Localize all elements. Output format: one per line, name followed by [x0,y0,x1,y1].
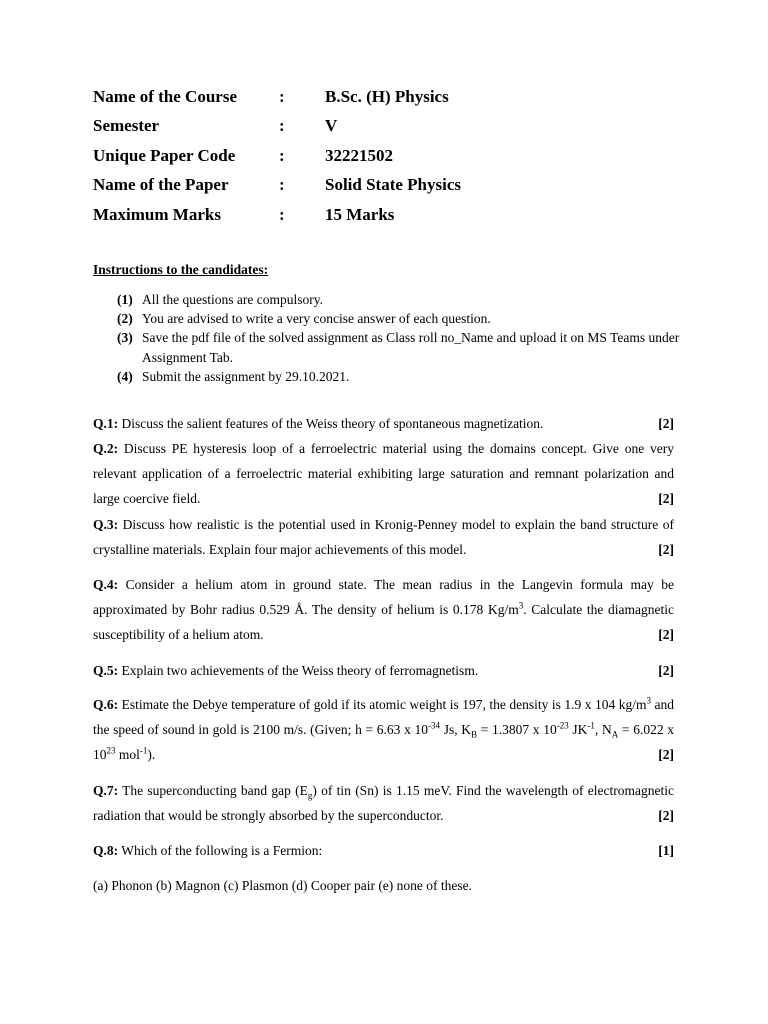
question-number: Q.5: [93,663,119,678]
question-1 [93,411,674,436]
superscript: 3 [518,600,524,611]
question-marks: [2] [658,747,674,762]
instruction-text: Save the pdf file of the solved assignment as Class roll no_Name and upload it on MS Teams under Assignment Tab. [142,330,680,365]
question-number: Q.1: [93,416,119,431]
question-3 [93,512,674,562]
question-text: Discuss the salient features of the Weiss theory of spontaneous magnetization. [121,416,544,431]
superscript: 23 [106,745,116,756]
instruction-item [117,290,687,310]
question-text: ) of tin (Sn) is 1.15 meV. Find the wavelength of electromagnetic radiation that would be strongly absorbed by the superconductor. [93,783,674,823]
question-number: Q.4: [93,577,119,592]
header-colon: : [279,87,285,106]
question-number: Q.2: [93,441,119,456]
header-colon: : [279,146,285,165]
header-colon: : [279,205,285,224]
question-number: Q.6: [93,697,119,712]
superscript: -34 [428,720,441,731]
instruction-number: (3) [117,330,133,345]
instructions-title: Instructions to the candidates: [93,262,269,277]
instruction-number: (2) [117,311,133,326]
question-text: Consider a helium atom in ground state. The mean radius in the Langevin formula may be approximated by Bohr radius 0.529 Å. The density of helium is 0.178 Kg/m [93,577,674,617]
question-5 [93,658,674,683]
question-text: = 1.3807 x 10 [477,722,557,737]
question-text: = 6.022 x 10 [93,722,674,762]
superscript: 3 [646,695,651,706]
question-marks: [2] [658,663,674,678]
header-label: Name of the Course [93,87,237,106]
question-marks: [2] [658,542,674,557]
subscript: A [611,729,619,740]
question-text: ). [147,747,156,762]
question-marks: [2] [658,416,674,431]
superscript: -23 [556,720,569,731]
header-colon: : [279,175,285,194]
instruction-text: All the questions are compulsory. [142,292,323,307]
header-value: Solid State Physics [325,175,462,194]
header-value: 15 Marks [325,205,395,224]
instruction-text: Submit the assignment by 29.10.2021. [142,369,350,384]
question-text: Discuss how realistic is the potential used in Kronig-Penney model to explain the band structure of crystalline materials. Explain four major achievements of this model. [93,517,674,557]
superscript: -1 [587,720,595,731]
question-2 [93,436,674,511]
header-label: Unique Paper Code [93,146,236,165]
instruction-item [117,309,687,329]
superscript: -1 [139,745,148,756]
question-8 [93,838,674,863]
question-number: Q.7: [93,783,119,798]
question-text: Js, K [440,722,472,737]
question-text: Explain two achievements of the Weiss theory of ferromagnetism. [121,663,479,678]
question-marks: [2] [658,491,674,506]
header-label: Semester [93,116,160,135]
question-text: , N [594,722,612,737]
subscript: B [471,729,478,740]
header-label: Maximum Marks [93,205,221,224]
question-text: The superconducting band gap (E [122,783,308,798]
question-text: Discuss PE hysteresis loop of a ferroelectric material using the domains concept. Give one very relevant application of a ferroelectric material exhibiting large saturation and remnant polarization and large coercive field. [93,441,674,506]
question-text: Which of the following is a Fermion: [121,843,323,858]
question-text: mol [115,747,140,762]
header-value: 32221502 [325,146,393,165]
question-6 [93,692,674,767]
question-text: and the speed of sound in gold is 2100 m/s. (Given; h = 6.63 x 10 [93,697,674,737]
question-4 [93,572,674,647]
question-number: Q.8: [93,843,119,858]
question-8-options: (a) Phonon (b) Magnon (c) Plasmon (d) Cooper pair (e) none of these. [93,878,473,893]
header-value: B.Sc. (H) Physics [325,87,449,106]
question-7 [93,778,674,828]
instruction-text: You are advised to write a very concise answer of each question. [142,311,491,326]
subscript: g [307,790,313,801]
question-marks: [1] [658,843,674,858]
header-label: Name of the Paper [93,175,229,194]
question-text: JK [568,722,588,737]
question-text: Estimate the Debye temperature of gold if its atomic weight is 197, the density is 1.9 x 104 kg/m [121,697,647,712]
instruction-item [117,328,687,367]
question-marks: [2] [658,808,674,823]
question-number: Q.3: [93,517,119,532]
instruction-number: (1) [117,292,133,307]
header-colon: : [279,116,285,135]
header-value: V [325,116,338,135]
question-marks: [2] [658,627,674,642]
instruction-number: (4) [117,369,133,384]
question-text: . Calculate the diamagnetic susceptibility of a helium atom. [93,602,674,642]
instruction-item [117,367,687,387]
